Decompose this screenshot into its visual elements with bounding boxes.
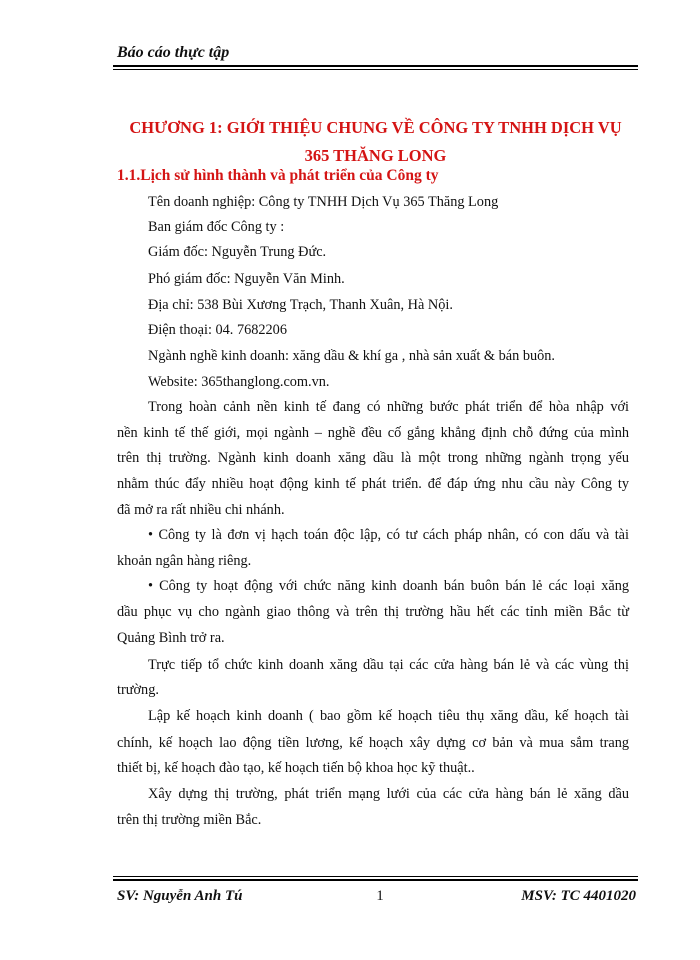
paragraph-line: nền kinh tế thế giới, mọi ngành – nghề đều cố gắng khẳng định chỗ đứng của mình bbox=[117, 425, 629, 441]
info-deputy-director: Phó giám đốc: Nguyễn Văn Minh. bbox=[148, 271, 345, 287]
paragraph-line: Xây dựng thị trường, phát triển mạng lưới của các cửa hàng bán lẻ xăng dầu bbox=[148, 786, 629, 802]
footer-rule-thin bbox=[113, 876, 638, 877]
info-board: Ban giám đốc Công ty : bbox=[148, 219, 285, 235]
paragraph-line: trên thị trường miền Bắc. bbox=[117, 812, 262, 828]
info-address: Địa chỉ: 538 Bùi Xương Trạch, Thanh Xuân, Hà Nội. bbox=[148, 297, 453, 313]
paragraph-line: trên thị trường. Ngành kinh doanh xăng dầu là một trong những ngành trọng yếu bbox=[117, 450, 629, 466]
info-company-name: Tên doanh nghiệp: Công ty TNHH Dịch Vụ 365 Thăng Long bbox=[148, 194, 499, 210]
info-business-line: Ngành nghề kinh doanh: xăng dầu & khí ga , nhà sản xuất & bán buôn. bbox=[148, 348, 555, 364]
paragraph-line: chính, kế hoạch lao động tiền lương, kế hoạch xây dựng cơ bản và mua sắm trang bbox=[117, 735, 629, 751]
bullet-line: • Công ty hoạt động với chức năng kinh doanh bán buôn bán lẻ các loại xăng bbox=[148, 578, 629, 594]
paragraph-line: thiết bị, kế hoạch đào tạo, kế hoạch tiến bộ khoa học kỹ thuật.. bbox=[117, 760, 475, 776]
info-website: Website: 365thanglong.com.vn. bbox=[148, 374, 330, 390]
footer-student-name: SV: Nguyễn Anh Tú bbox=[117, 888, 243, 904]
paragraph-line: Lập kế hoạch kinh doanh ( bao gồm kế hoạch tiêu thụ xăng dầu, kế hoạch tài bbox=[148, 708, 629, 724]
header-rule bbox=[113, 65, 638, 67]
paragraph-line: đã mở ra rất nhiều chi nhánh. bbox=[117, 502, 285, 518]
chapter-title bbox=[113, 114, 638, 170]
info-phone: Điện thoại: 04. 7682206 bbox=[148, 322, 287, 338]
paragraph-line: nhằm thúc đẩy nhiều hoạt động kinh tế phát triển. để đáp ứng nhu cầu này Công ty bbox=[117, 476, 629, 492]
footer-student-id: MSV: TC 4401020 bbox=[521, 888, 636, 904]
header-rule-thin bbox=[113, 69, 638, 70]
paragraph-line: trường. bbox=[117, 682, 159, 698]
chapter-title-line-2: 365 THĂNG LONG bbox=[304, 146, 447, 165]
paragraph-line: Quảng Bình trở ra. bbox=[117, 630, 225, 646]
footer-rule bbox=[113, 879, 638, 881]
page-number: 1 bbox=[376, 888, 384, 904]
paragraph-line: dầu phục vụ cho ngành giao thông và trên thị trường hầu hết các tỉnh miền Bắc từ bbox=[117, 604, 629, 620]
paragraph-line: Trực tiếp tổ chức kinh doanh xăng dầu tại các cửa hàng bán lẻ và các vùng thị bbox=[148, 657, 629, 673]
paragraph-line: Trong hoàn cảnh nền kinh tế đang có những bước phát triển để hòa nhập với bbox=[148, 399, 629, 415]
section-heading: 1.1.Lịch sử hình thành và phát triển của Công ty bbox=[117, 167, 439, 184]
paragraph-line: khoản ngân hàng riêng. bbox=[117, 553, 252, 569]
chapter-title-line-1: CHƯƠNG 1: GIỚI THIỆU CHUNG VỀ CÔNG TY TNHH DỊCH VỤ bbox=[129, 118, 622, 137]
bullet-line: • Công ty là đơn vị hạch toán độc lập, có tư cách pháp nhân, có con dấu và tài bbox=[148, 527, 629, 543]
page-header-title: Báo cáo thực tập bbox=[117, 44, 230, 61]
info-director: Giám đốc: Nguyễn Trung Đức. bbox=[148, 244, 327, 260]
